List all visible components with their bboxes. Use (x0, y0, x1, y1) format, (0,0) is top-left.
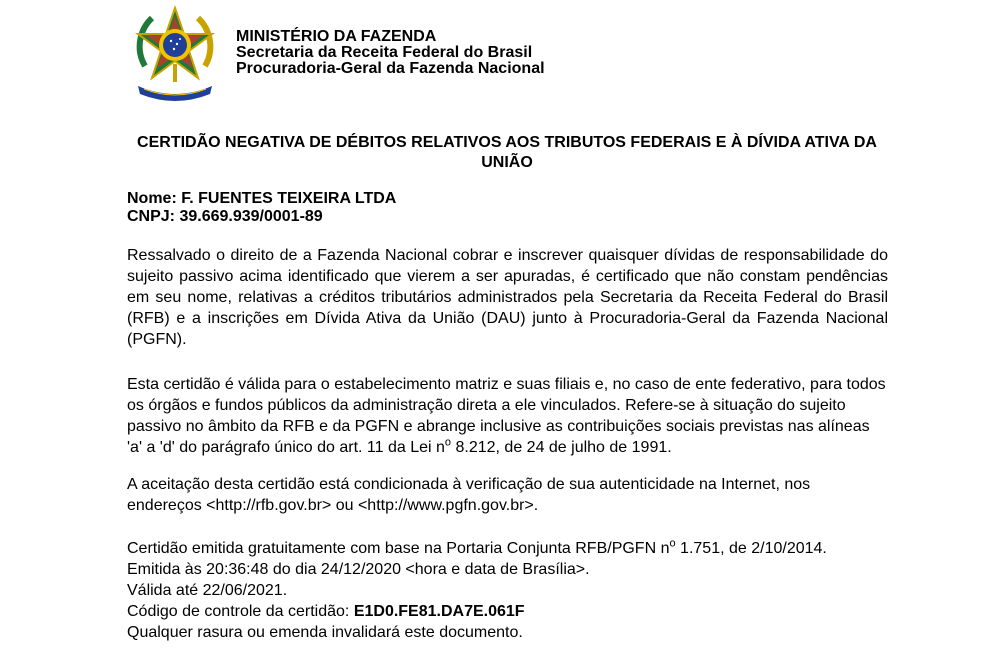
secretariat-name: Secretaria da Receita Federal do Brasil (236, 44, 533, 61)
issuance-timestamp: Emitida às 20:36:48 do dia 24/12/2020 <hora e data de Brasília>. (127, 561, 590, 578)
issuance-basis (127, 538, 827, 559)
control-code-line (127, 601, 827, 622)
issuance-basis-text: Certidão emitida gratuitamente com base na Portaria Conjunta RFB/PGFN n (127, 540, 670, 557)
brazil-coat-of-arms-icon (130, 4, 220, 104)
issuance-details (127, 538, 827, 643)
certificate-paragraph-2 (127, 374, 888, 458)
certificate-paragraph-1: Ressalvado o direito de a Fazenda Nacional cobrar e inscrever quaisquer dívidas de responsabilidade do sujeito passivo acima identificado que vierem a ser apuradas, é certificado que não constam pendências em seu nome, relativas a créditos tributários administrados pela Secretaria da Receita Federal do Brasil (RFB) e a inscrições em Dívida Ativa da União (DAU) junto à Procuradoria-Geral da Fazenda Nacional (PGFN). (127, 247, 888, 348)
certificate-paragraph-3: A aceitação desta certidão está condicionada à verificação de sua autenticidade na Internet, nos endereços <http://rfb.gov.br> ou <http://www.pgfn.gov.br>. (127, 476, 811, 514)
issuance-basis-text-end: 1.751, de 2/10/2014. (675, 540, 827, 557)
taxpayer-identification (127, 190, 396, 226)
document-header (236, 29, 545, 77)
tamper-notice: Qualquer rasura ou emenda invalidará este documento. (127, 624, 523, 641)
taxpayer-name: Nome: F. FUENTES TEIXEIRA LTDA (127, 190, 397, 207)
paragraph-2-text: Esta certidão é válida para o estabelecimento matriz e suas filiais e, no caso de ente federativo, para todos os órgãos e fundos públicos da administração direta a ele vinculados. Refere-se à situação do sujeito passivo no âmbito da RFB e da PGFN e abrange inclusive as contribuições sociais previstas nas alíneas 'a' a 'd' do parágrafo único do art. 11 da Lei n (127, 376, 886, 456)
taxpayer-cnpj: CNPJ: 39.669.939/0001-89 (127, 208, 323, 225)
paragraph-2-text-end: 8.212, de 24 de julho de 1991. (451, 439, 672, 456)
control-code: E1D0.FE81.DA7E.061F (353, 603, 525, 620)
ministry-name: MINISTÉRIO DA FAZENDA (236, 28, 437, 45)
ordinal-superscript: o (444, 436, 452, 449)
certificate-title: CERTIDÃO NEGATIVA DE DÉBITOS RELATIVOS AOS TRIBUTOS FEDERAIS E À DÍVIDA ATIVA DA UNIÃO (137, 134, 877, 171)
attorney-office-name: Procuradoria-Geral da Fazenda Nacional (236, 60, 545, 77)
validity-date: Válida até 22/06/2021. (127, 582, 288, 599)
ordinal-superscript: o (669, 537, 676, 550)
control-code-label: Código de controle da certidão: (127, 603, 354, 620)
